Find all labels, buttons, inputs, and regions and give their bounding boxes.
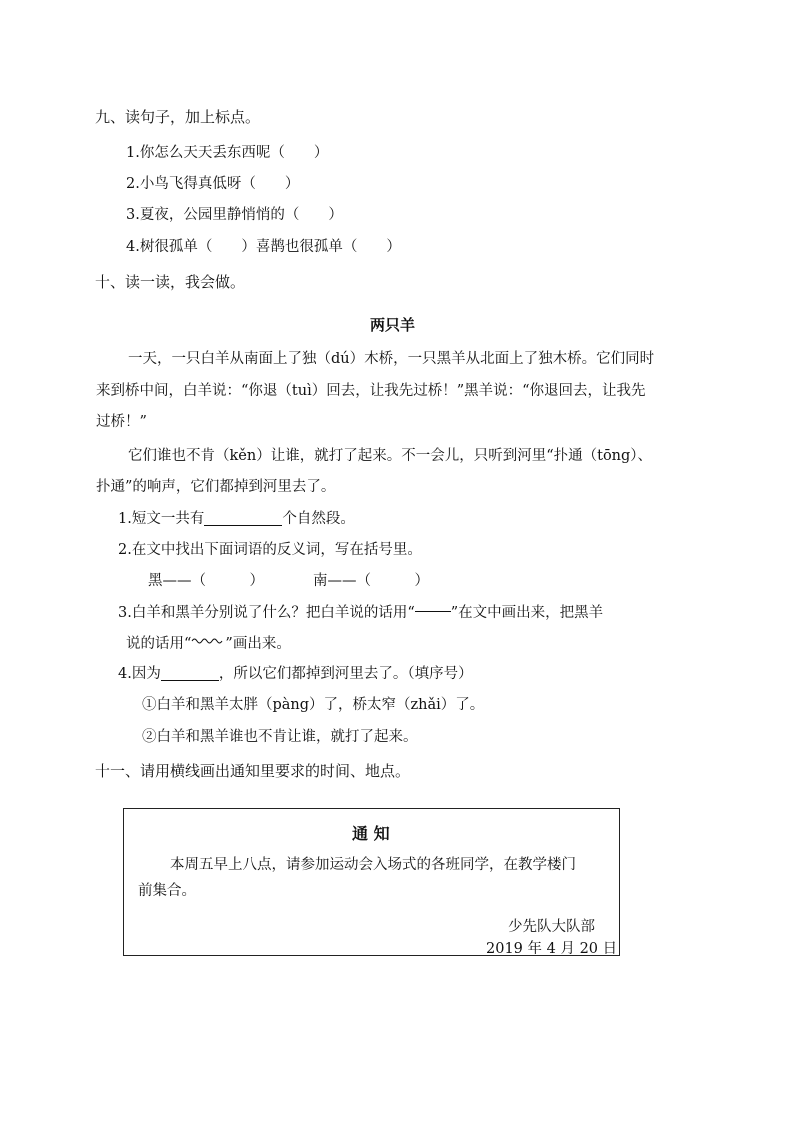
notice-body-line-2: 前集合。 [138,883,196,899]
question-1-suffix: 个自然段。 [282,511,355,527]
question-3-prefix: 3.白羊和黑羊分别说了什么？把白羊说的话用“ [118,605,415,621]
question-4 [118,667,473,682]
section-11-heading: 十一、请用横线画出通知里要求的时间、地点。 [95,762,411,780]
question-2: 2.在文中找出下面词语的反义词，写在括号里。 [118,542,422,558]
story-paragraph-1-line-3: 过桥！” [96,414,147,430]
notice-body-line-1: 本周五早上八点，请参加运动会入场式的各班同学，在教学楼门 [170,857,576,873]
answer-blank-1[interactable] [204,525,282,526]
option-2: ②白羊和黑羊谁也不肯让谁，就打了起来。 [142,729,418,745]
question-3-line-2 [126,636,291,652]
notice-signature: 少先队大队部 [508,919,595,935]
question-1-prefix: 1.短文一共有 [118,511,205,527]
question-item-3: 3.夏夜，公园里静悄悄的（ ） [126,207,343,223]
answer-blank-4[interactable] [161,680,219,681]
story-paragraph-2-line-2: 扑通”的响声，它们都掉到河里去了。 [96,479,336,495]
notice-date: 2019 年 4 月 20 日 [486,941,618,957]
wavy-line-mark [191,636,225,646]
notice-title: 通 知 [352,824,390,843]
section-9-heading: 九、读句子，加上标点。 [95,108,261,126]
story-paragraph-1-line-2: 来到桥中间，白羊说：“你退（tuì）回去，让我先过桥！”黑羊说：“你退回去，让我先 [96,383,646,399]
straight-line-mark [415,611,451,612]
antonym-black: 黑——（ ） [148,573,264,589]
option-1: ①白羊和黑羊太胖（pàng）了，桥太窄（zhǎi）了。 [142,697,485,713]
question-3-line-2-prefix: 说的话用“ [126,636,192,652]
question-4-suffix: ，所以它们都掉到河里去了。（填序号） [218,666,473,682]
story-title: 两只羊 [370,316,416,334]
notice-box [123,808,620,956]
question-1 [118,512,355,527]
question-item-4: 4.树很孤单（ ）喜鹊也很孤单（ ） [126,239,401,255]
question-item-1: 1.你怎么天天丢东西呢（ ） [126,145,329,161]
question-3-line-2-suffix: ”画出来。 [225,636,291,652]
question-item-2: 2.小鸟飞得真低呀（ ） [126,176,300,192]
section-10-heading: 十、读一读，我会做。 [95,273,246,291]
question-4-prefix: 4.因为 [118,666,161,682]
question-3-line-1 [118,606,603,621]
question-3-middle: ”在文中画出来，把黑羊 [450,605,604,621]
story-paragraph-2-line-1: 它们谁也不肯（kěn）让谁，就打了起来。不一会儿，只听到河里“扑通（tōng）、 [128,448,653,464]
antonym-south: 南——（ ） [313,573,429,589]
story-paragraph-1-line-1: 一天，一只白羊从南面上了独（dú）木桥，一只黑羊从北面上了独木桥。它们同时 [128,351,655,367]
